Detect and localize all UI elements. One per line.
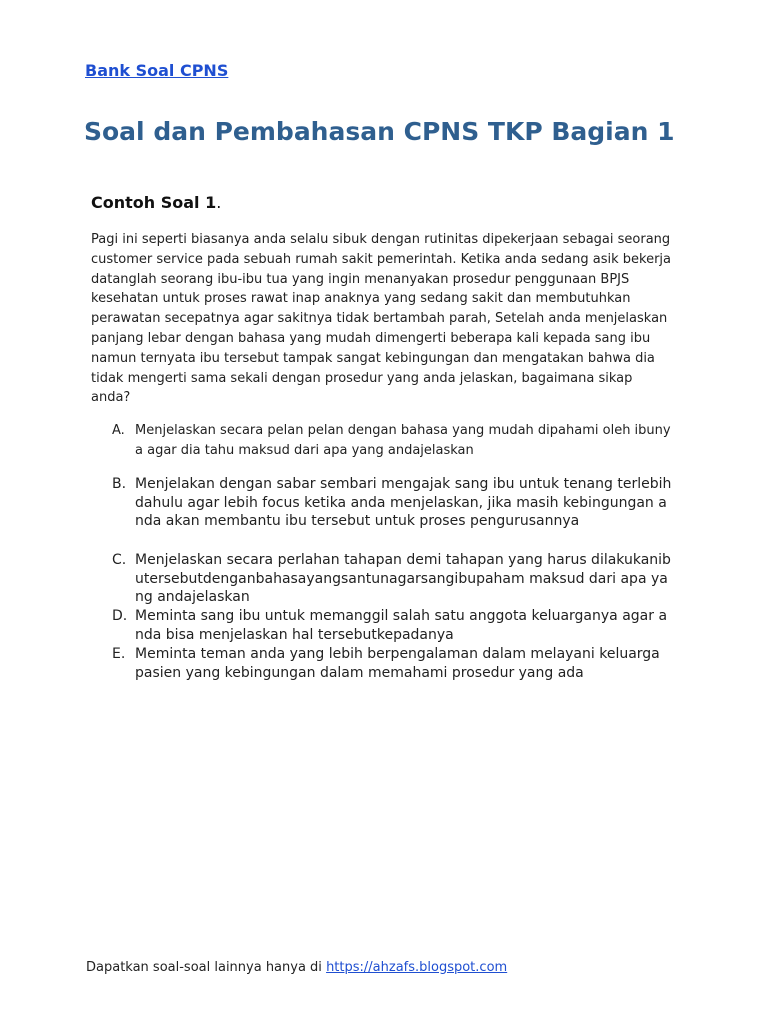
option-letter: E. (112, 646, 126, 662)
section-heading-text: Contoh Soal 1 (91, 193, 217, 212)
page-title: Soal dan Pembahasan CPNS TKP Bagian 1 (84, 117, 675, 146)
option-letter: C. (112, 552, 127, 568)
option-c (112, 551, 672, 607)
option-a (112, 421, 672, 461)
option-letter: B. (112, 476, 127, 492)
option-text: Meminta sang ibu untuk memanggil salah satu anggota keluarganya agar anda bisa menjelaskan hal tersebutkepadanya (135, 608, 668, 643)
option-text: Menjelaskan secara pelan pelan dengan bahasa yang mudah dipahami oleh ibunya agar dia tahu maksud dari apa yang andajelaskan (135, 423, 671, 458)
option-text: Menjelakan dengan sabar sembari mengajak sang ibu untuk tenang terlebih dahulu agar lebih focus ketika anda menjelaskan, jika masih kebingungan anda akan membantu ibu tersebut untuk proses pengurusannya (135, 476, 672, 529)
option-b (112, 475, 672, 531)
section-heading-suffix: . (216, 193, 222, 212)
option-e (112, 645, 672, 682)
option-text: Meminta teman anda yang lebih berpengalaman dalam melayani keluarga pasien yang kebingungan dalam memahami prosedur yang ada (135, 646, 660, 681)
option-letter: A. (112, 423, 125, 438)
blog-link[interactable]: https://ahzafs.blogspot.com (326, 960, 508, 975)
option-d (112, 607, 672, 644)
question-text: Pagi ini seperti biasanya anda selalu sibuk dengan rutinitas dipekerjaan sebagai seorang customer service pada sebuah rumah sakit pemerintah. Ketika anda sedang asik bekerja datanglah seorang ibu-ibu tua yang ingin menanyakan prosedur penggunaan BPJS kesehatan untuk proses rawat inap anaknya yang sedang sakit dan membutuhkan perawatan secepatnya agar sakitnya tidak bertambah parah, Setelah anda menjelaskan panjang lebar dengan bahasa yang mudah dimengerti beberapa kali kepada sang ibu namun ternyata ibu tersebut tampak sangat kebingungan dan mengatakan bahwa dia tidak mengerti sama sekali dengan prosedur yang anda jelaskan, bagaimana sikap anda? (91, 232, 671, 406)
section-heading (91, 193, 221, 212)
bank-soal-link[interactable]: Bank Soal CPNS (85, 61, 229, 80)
footer-text: Dapatkan soal-soal lainnya hanya di (86, 960, 327, 975)
footer (86, 960, 507, 975)
option-text: Menjelaskan secara perlahan tahapan demi tahapan yang harus dilakukanibutersebutdenganbahasayangsantunagarsangibupaham maksud dari apa yang andajelaskan (135, 552, 671, 605)
option-letter: D. (112, 608, 128, 624)
